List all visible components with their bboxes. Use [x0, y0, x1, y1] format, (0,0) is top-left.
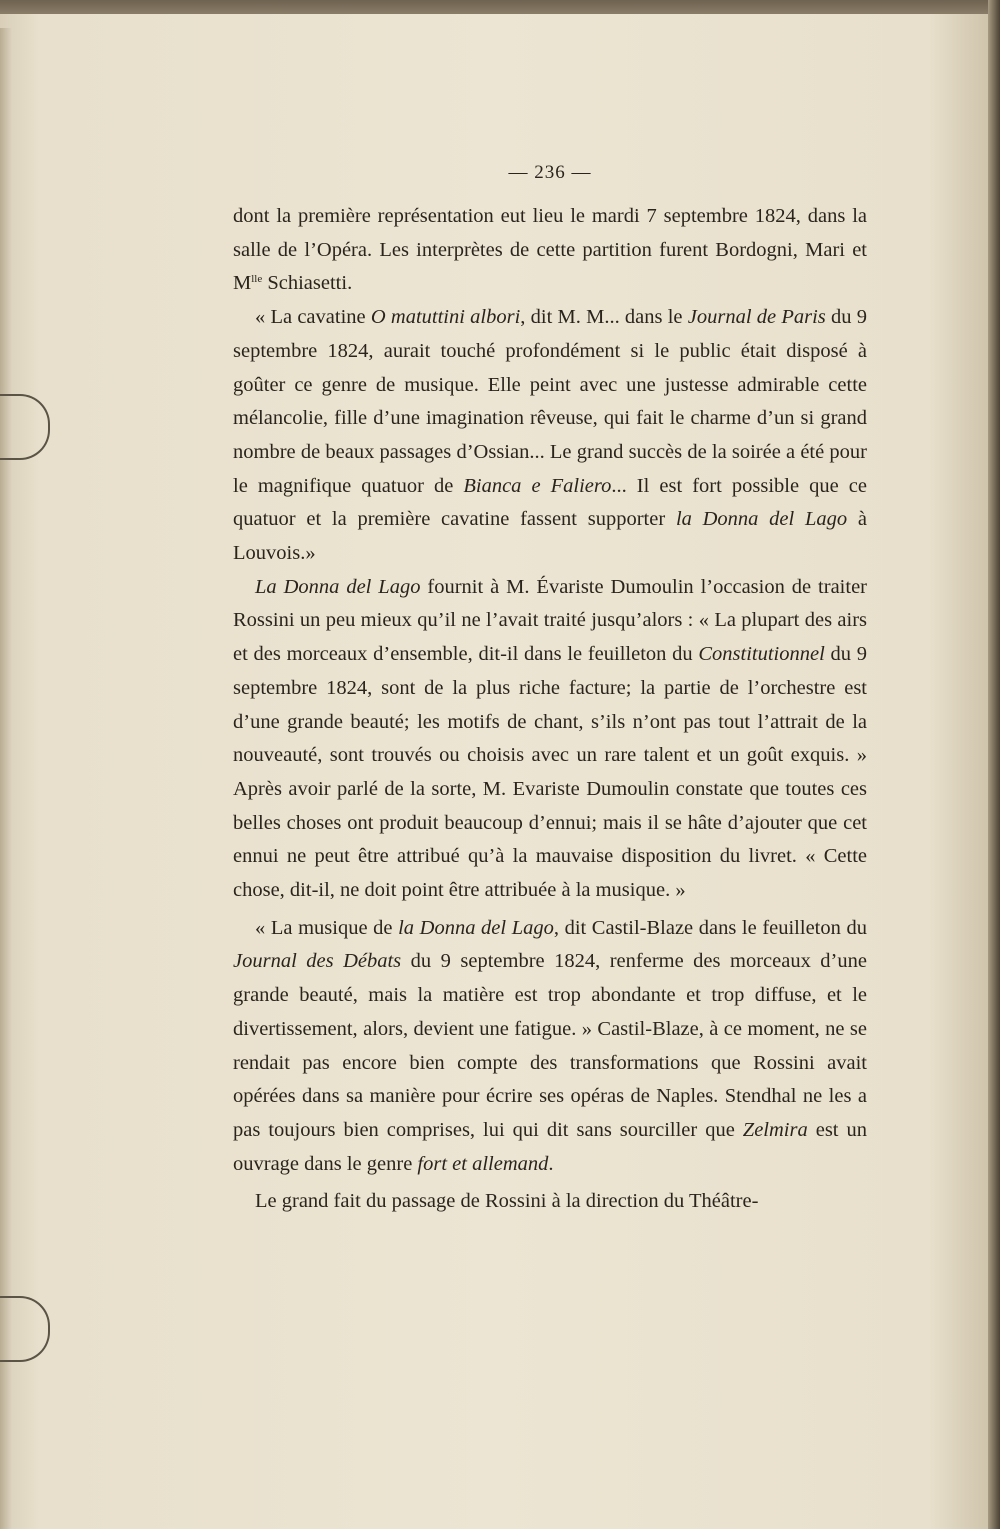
text-run: du 9 septembre 1824, renferme des morceaux d’une grande beauté, mais la matière est trop abondante et trop diffuse, et le divertissement, alors, devient une fatigue. » Castil-Blaze, à ce moment, ne se rendait pas encore bien compte des transformations que Rossini avait opérées dans sa manière pour écrire ses opéras de Naples. Stendhal ne les a pas toujours bien comprises, lui qui dit sans sourciller que — [233, 950, 867, 1141]
text-run: , dit M. M... dans le — [520, 306, 688, 329]
italic-title: O matuttini albori — [370, 306, 521, 329]
text-run: « La cavatine — [255, 306, 371, 329]
italic-title: Journal de Paris — [687, 306, 826, 329]
text-run: « La musique de — [255, 916, 399, 939]
italic-title: fort et allemand — [417, 1152, 549, 1175]
italic-title: Bianca e Faliero — [463, 474, 612, 497]
text-run: à Louvois.» — [233, 508, 867, 565]
text-run: Le grand fait du passage de Rossini à la direction du Théâtre- — [255, 1190, 759, 1213]
book-top-edge — [0, 0, 1000, 14]
italic-title: Journal des Débats — [233, 950, 402, 973]
italic-title: Constitutionnel — [698, 643, 825, 666]
paragraph — [233, 200, 867, 301]
text-run: Schiasetti. — [262, 272, 353, 295]
italic-title: la Donna del Lago — [398, 916, 554, 939]
text-run: du 9 septembre 1824, sont de la plus riche facture; la partie de l’orchestre est d’une grande beauté; les motifs de chant, s’ils n’ont pas tout l’attrait de la nouveauté, sont trouvés ou choisis avec un rare talent et un goût exquis. » Après avoir parlé de la sorte, M. Evariste Dumoulin constate que toutes ces belles choses ont produit beaucoup d’ennui; mais il se hâte d’ajouter que cet ennui ne peut être attribué qu’à la mauvaise disposition du livret. « Cette chose, dit-il, ne doit point être attribuée à la musique. » — [233, 643, 868, 902]
text-run: du 9 septembre 1824, aurait touché profondément si le public était disposé à goûter ce genre de musique. Elle peint avec une justesse admirable cette mélancolie, fille d’une imagination rêveuse, qui fait le charme d’un si grand nombre de beaux passages d’Ossian... Le grand succès de la soirée a été pour le magnifique quatuor de — [233, 306, 867, 497]
binding-clip-mark — [0, 394, 50, 460]
superscript: lle — [251, 273, 263, 286]
text-run: est un ouvrage dans le genre — [233, 1118, 867, 1175]
page-text — [233, 158, 867, 1219]
text-run: dont la première représentation eut lieu le mardi 7 septembre 1824, dans la salle de l’Opéra. Les interprètes de cette partition furent Bordogni, Mari et M — [233, 205, 867, 295]
paragraph — [233, 912, 867, 1182]
paragraph — [233, 301, 867, 571]
paragraph — [233, 1185, 867, 1219]
text-run: . — [548, 1152, 554, 1175]
book-page — [0, 14, 988, 1529]
paragraph — [233, 571, 867, 908]
book-right-edge — [988, 0, 1000, 1529]
text-run: ... Il est fort possible que ce quatuor et la première cavatine fassent supporter — [233, 474, 867, 531]
italic-title: la Donna del Lago — [675, 508, 848, 531]
italic-title: La Donna del Lago — [255, 575, 421, 598]
text-run: , dit Castil-Blaze dans le feuilleton du — [553, 916, 867, 939]
page-number: — 236 — — [508, 162, 592, 183]
binding-clip-mark — [0, 1296, 50, 1362]
italic-title: Zelmira — [742, 1118, 808, 1141]
text-run: fournit à M. Évariste Dumoulin l’occasion de traiter Rossini un peu mieux qu’il ne l’avait traité jusqu’alors : « La plupart des airs et des morceaux d’ensemble, dit-il dans le feuilleton du — [233, 575, 867, 666]
